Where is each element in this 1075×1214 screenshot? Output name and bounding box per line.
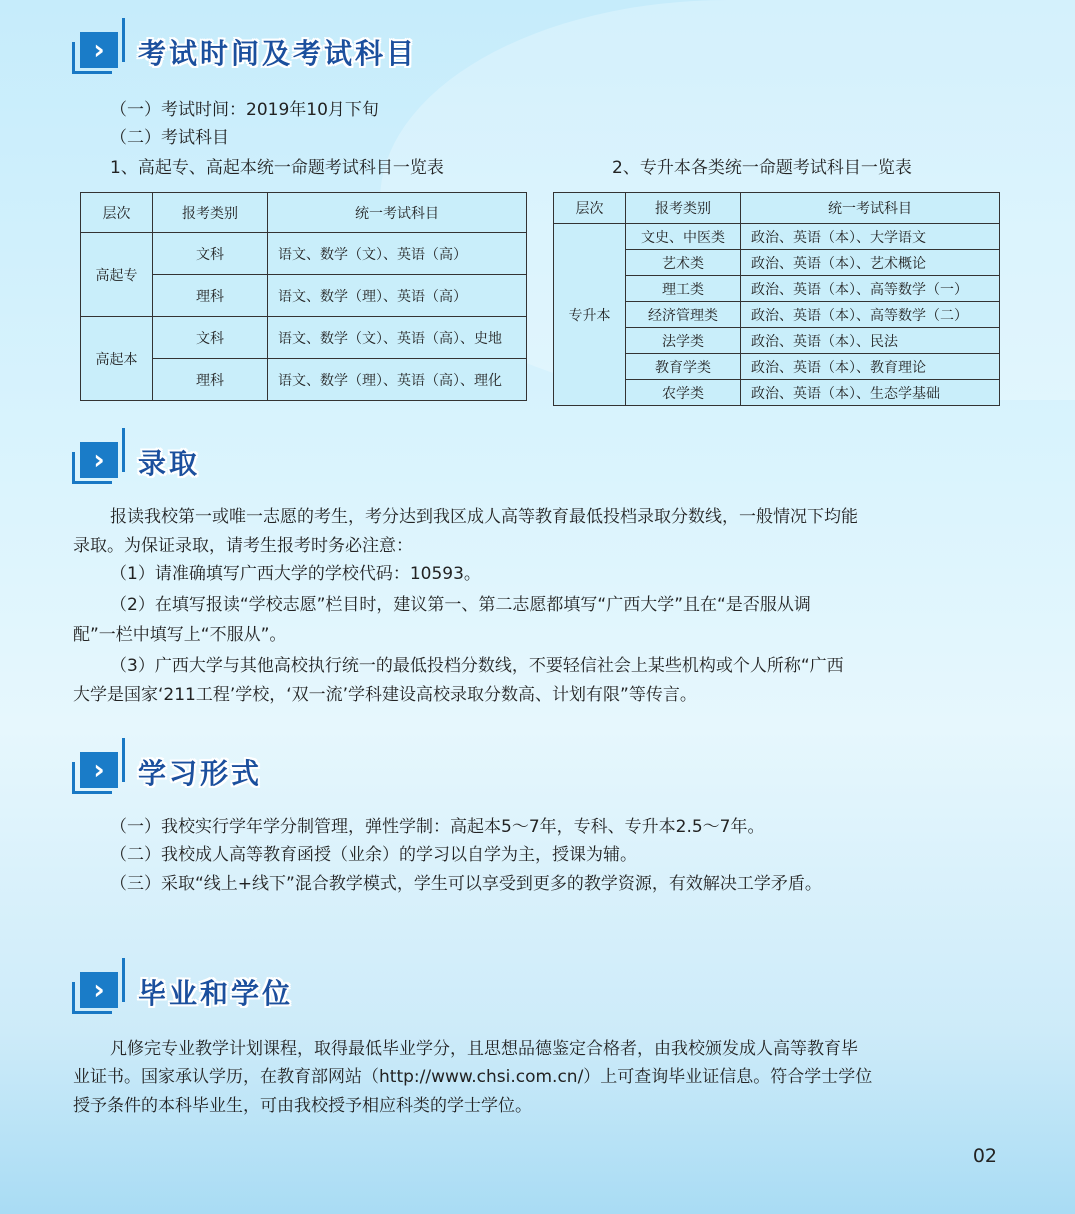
exam-time: （一）考试时间：2019年10月下旬 xyxy=(110,100,379,120)
table-row: 高起本 文科 语文、数学（文）、英语（高）、史地 xyxy=(81,317,527,359)
table-row: 法学类 政治、英语（本）、民法 xyxy=(554,328,1000,354)
paragraph-line: 配”一栏中填写上“不服从”。 xyxy=(73,625,287,645)
paragraph-line: 业证书。国家承认学历，在教育部网站（http://www.chsi.com.cn/）上可查询毕业证信息。符合学士学位 xyxy=(73,1067,873,1087)
paragraph-line: （3）广西大学与其他高校执行统一的最低投档分数线，不要轻信社会上某些机构或个人所称“广西 xyxy=(110,656,844,676)
paragraph-line: （一）我校实行学年学分制管理，弹性学制：高起本5～7年，专科、专升本2.5～7年。 xyxy=(110,817,765,837)
section-header-admission xyxy=(72,432,200,492)
table-row: 理工类 政治、英语（本）、高等数学（一） xyxy=(554,276,1000,302)
table-row: 经济管理类 政治、英语（本）、高等数学（二） xyxy=(554,302,1000,328)
table-row: 农学类 政治、英语（本）、生态学基础 xyxy=(554,380,1000,406)
table-row: 理科 语文、数学（理）、英语（高） xyxy=(81,275,527,317)
table1-title: 1、高起专、高起本统一命题考试科目一览表 xyxy=(110,158,444,178)
paragraph-line: 大学是国家‘211工程’学校，‘双一流’学科建设高校录取分数高、计划有限”等传言。 xyxy=(73,685,697,705)
section-title: 学习形式 xyxy=(138,757,263,790)
table-row: 理科 语文、数学（理）、英语（高）、理化 xyxy=(81,359,527,401)
chevron-right-icon: › xyxy=(72,440,124,484)
table-row: 高起专 文科 语文、数学（文）、英语（高） xyxy=(81,233,527,275)
paragraph-line: （三）采取“线上+线下”混合教学模式，学生可以享受到更多的教学资源，有效解决工学矛盾。 xyxy=(110,874,822,894)
section-header-degree xyxy=(72,962,293,1022)
section-header-study xyxy=(72,742,262,802)
table-row: 专升本 文史、中医类 政治、英语（本）、大学语文 xyxy=(554,224,1000,250)
paragraph-line: （二）我校成人高等教育函授（业余）的学习以自学为主，授课为辅。 xyxy=(110,845,637,865)
paragraph-line: 凡修完专业教学计划课程，取得最低毕业学分，且思想品德鉴定合格者，由我校颁发成人高等教育毕 xyxy=(110,1039,858,1059)
paragraph-line: （1）请准确填写广西大学的学校代码：10593。 xyxy=(110,564,481,584)
section-title: 毕业和学位 xyxy=(138,977,294,1010)
chevron-right-icon: › xyxy=(72,750,124,794)
section-title: 录取 xyxy=(138,447,201,480)
table-row: 艺术类 政治、英语（本）、艺术概论 xyxy=(554,250,1000,276)
chevron-right-icon: › xyxy=(72,970,124,1014)
section-title: 考试时间及考试科目 xyxy=(138,37,418,70)
page-number: 02 xyxy=(972,1145,997,1167)
table2-title: 2、专升本各类统一命题考试科目一览表 xyxy=(612,158,912,178)
paragraph-line: 录取。为保证录取，请考生报考时务必注意： xyxy=(73,536,413,556)
exam-subjects: （二）考试科目 xyxy=(110,128,229,148)
table-zhuanshengben: 层次 报考类别 统一考试科目 专升本 文史、中医类 政治、英语（本）、大学语文 艺术类 政治、英语（本）、艺术概论 理工类 政治、英语（本）、高等数学（一） 经济管理类 政治、英语（本）、高等数学（二） 法学类 政治、英语（本）、民法 教育学类 政治、英语（本）、教育理论 农学类 政治、英语（本）、生态学基础 xyxy=(553,192,1000,406)
chevron-right-icon: › xyxy=(72,30,124,74)
section-header-exam xyxy=(72,22,417,82)
table-row: 教育学类 政治、英语（本）、教育理论 xyxy=(554,354,1000,380)
paragraph-line: 授予条件的本科毕业生，可由我校授予相应科类的学士学位。 xyxy=(73,1096,532,1116)
paragraph-line: 报读我校第一或唯一志愿的考生，考分达到我区成人高等教育最低投档录取分数线，一般情况下均能 xyxy=(110,507,858,527)
paragraph-line: （2）在填写报读“学校志愿”栏目时，建议第一、第二志愿都填写“广西大学”且在“是否服从调 xyxy=(110,595,811,615)
table-gaoqi: 层次 报考类别 统一考试科目 高起专 文科 语文、数学（文）、英语（高） 理科 语文、数学（理）、英语（高） 高起本 文科 语文、数学（文）、英语（高）、史地 理科 语文、数学（理）、英语（高）、理化 xyxy=(80,192,527,401)
